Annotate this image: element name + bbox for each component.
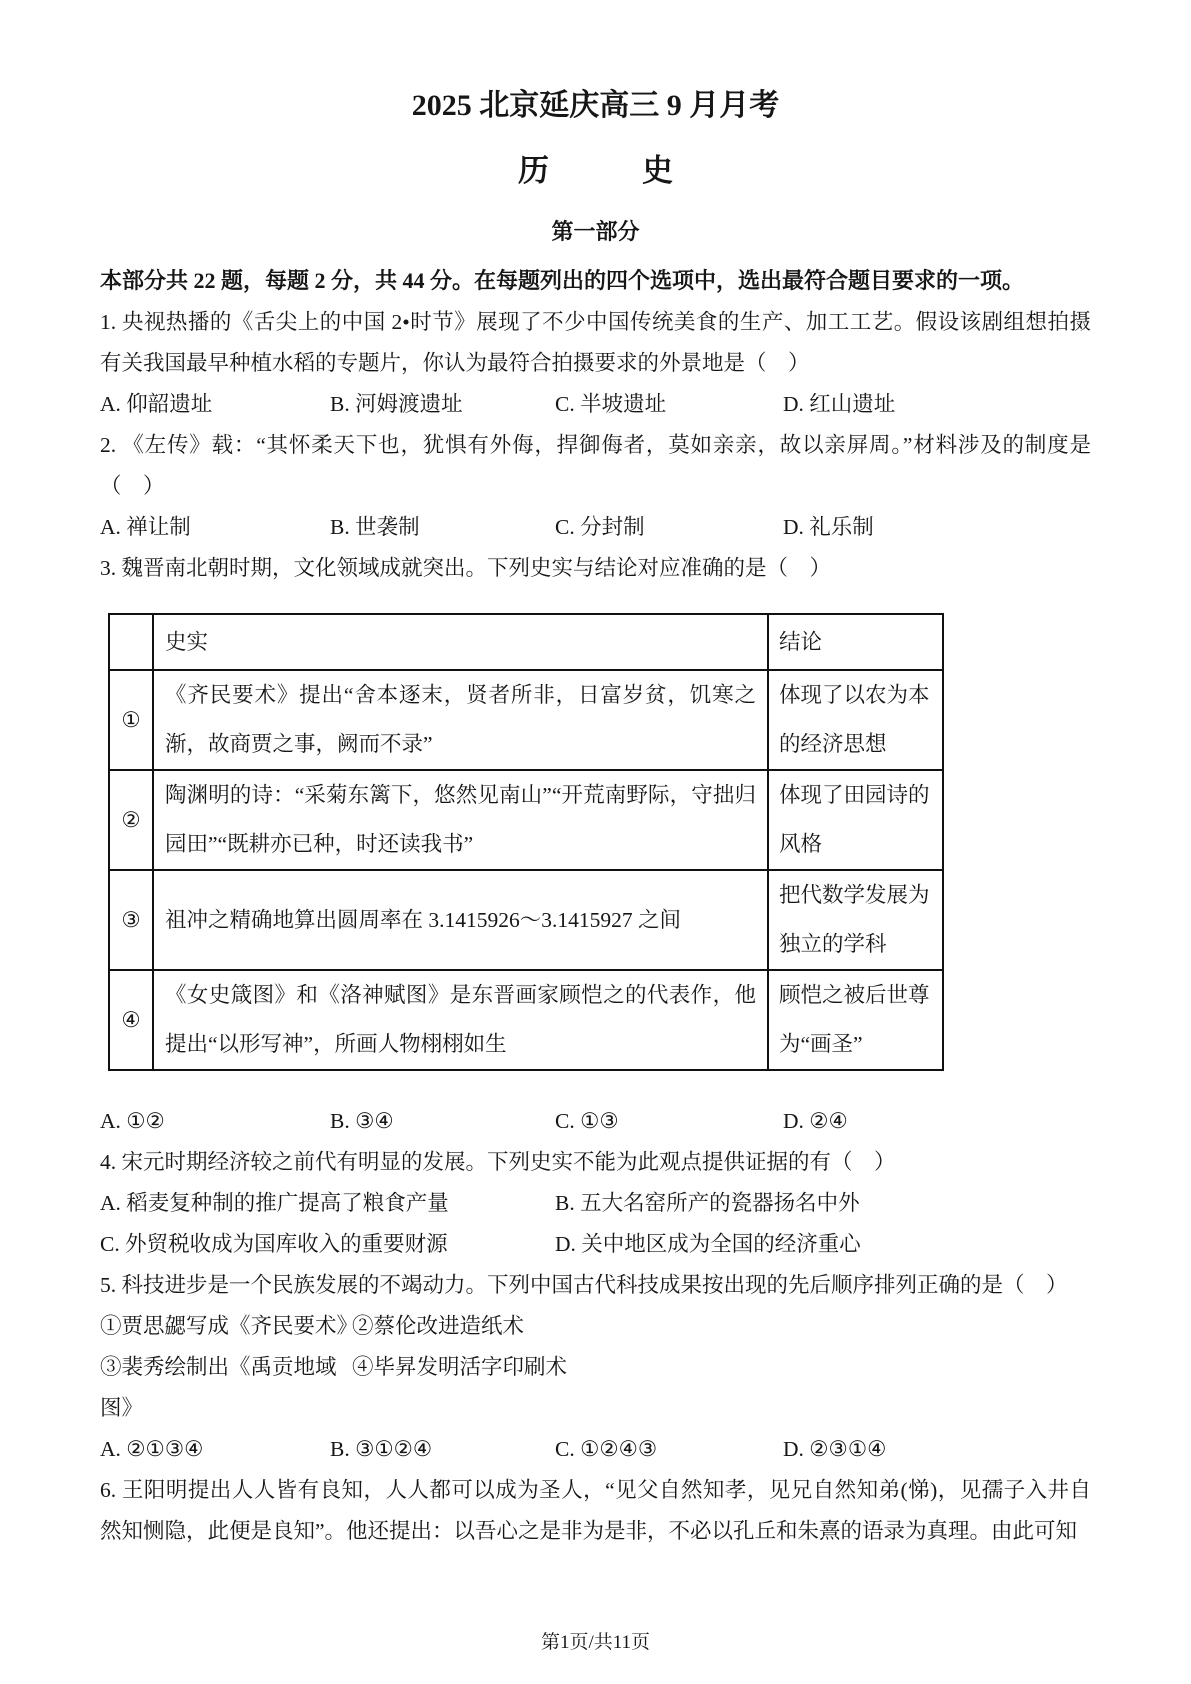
question-4-stem: 4. 宋元时期经济较之前代有明显的发展。下列史实不能为此观点提供证据的有（ ） xyxy=(100,1150,896,1174)
question-2 xyxy=(100,425,1091,548)
header-fact: 史实 xyxy=(153,614,768,670)
row-fact: 《齐民要术》提出“舍本逐末，贤者所非，日富岁贫，饥寒之渐，故商贾之事，阙而不录” xyxy=(153,670,768,770)
option-c: C. ①②④③ xyxy=(555,1437,658,1461)
question-4-options-row-1 xyxy=(100,1183,1091,1224)
question-3 xyxy=(100,548,1091,1142)
row-conclusion: 体现了田园诗的风格 xyxy=(768,770,943,870)
option-d: D. 礼乐制 xyxy=(783,515,874,539)
table-row xyxy=(109,670,943,770)
row-conclusion: 把代数学发展为独立的学科 xyxy=(768,870,943,970)
row-fact: 陶渊明的诗：“采菊东篱下，悠然见南山”“开荒南野际，守拙归园田”“既耕亦已种，时还读我书” xyxy=(153,770,768,870)
question-1-options xyxy=(100,384,1091,425)
item-2: ②蔡伦改进造纸术 xyxy=(352,1314,525,1338)
option-c: C. 半坡遗址 xyxy=(555,392,667,416)
question-2-stem: 2. 《左传》载：“其怀柔天下也，犹惧有外侮，捍御侮者，莫如亲亲，故以亲屏周。”材料涉及的制度是（ ） xyxy=(100,433,1091,498)
question-1 xyxy=(100,302,1091,425)
row-fact: 祖冲之精确地算出圆周率在 3.1415926～3.1415927 之间 xyxy=(153,870,768,970)
row-num: ② xyxy=(109,770,153,870)
row-conclusion: 体现了以农为本的经济思想 xyxy=(768,670,943,770)
option-b: B. ③①②④ xyxy=(330,1437,433,1461)
page-content xyxy=(0,86,1191,1552)
table-header-row xyxy=(109,614,943,670)
question-4 xyxy=(100,1142,1091,1265)
question-1-stem: 1. 央视热播的《舌尖上的中国 2•时节》展现了不少中国传统美食的生产、加工工艺。假设该剧组想拍摄有关我国最早种植水稻的专题片，你认为最符合拍摄要求的外景地是（ ） xyxy=(100,310,1091,375)
question-5-items-row-2 xyxy=(100,1347,1091,1429)
option-b: B. 河姆渡遗址 xyxy=(330,392,463,416)
questions-area xyxy=(100,302,1091,1552)
option-a: A. 禅让制 xyxy=(100,515,191,539)
table-row xyxy=(109,870,943,970)
question-5 xyxy=(100,1265,1091,1470)
question-2-options xyxy=(100,507,1091,548)
question-3-options xyxy=(100,1101,1091,1142)
item-1: ①贾思勰写成《齐民要术》 xyxy=(100,1314,359,1338)
question-4-options-row-2 xyxy=(100,1224,1091,1265)
option-b: B. 五大名窑所产的瓷器扬名中外 xyxy=(555,1191,860,1215)
question-3-stem: 3. 魏晋南北朝时期，文化领域成就突出。下列史实与结论对应准确的是（ ） xyxy=(100,556,832,580)
option-c: C. 分封制 xyxy=(555,515,645,539)
question-5-options xyxy=(100,1429,1091,1470)
row-conclusion: 顾恺之被后世尊为“画圣” xyxy=(768,970,943,1070)
row-fact: 《女史箴图》和《洛神赋图》是东晋画家顾恺之的代表作，他提出“以形写神”，所画人物栩栩如生 xyxy=(153,970,768,1070)
page-footer: 第1页/共11页 xyxy=(540,1632,651,1653)
section-heading: 第一部分 xyxy=(551,219,640,244)
item-3: ③裴秀绘制出《禹贡地域图》 xyxy=(100,1355,337,1420)
option-a: A. 仰韶遗址 xyxy=(100,392,213,416)
header-conclusion: 结论 xyxy=(768,614,943,670)
option-d: D. ②③①④ xyxy=(783,1437,887,1461)
option-a: A. 稻麦复种制的推广提高了粮食产量 xyxy=(100,1191,449,1215)
row-num: ③ xyxy=(109,870,153,970)
option-a: A. ②①③④ xyxy=(100,1437,204,1461)
exam-title: 2025 北京延庆高三 9 月月考 xyxy=(411,89,780,122)
question-5-items-row-1 xyxy=(100,1306,1091,1347)
item-4: ④毕昇发明活字印刷术 xyxy=(352,1355,568,1379)
option-c: C. 外贸税收成为国库收入的重要财源 xyxy=(100,1232,448,1256)
option-d: D. ②④ xyxy=(783,1109,848,1133)
option-b: B. 世袭制 xyxy=(330,515,420,539)
table-row xyxy=(109,970,943,1070)
option-d: D. 红山遗址 xyxy=(783,392,896,416)
table-row xyxy=(109,770,943,870)
question-5-stem: 5. 科技进步是一个民族发展的不竭动力。下列中国古代科技成果按出现的先后顺序排列正确的是（ ） xyxy=(100,1273,1068,1297)
header-num xyxy=(109,614,153,670)
option-b: B. ③④ xyxy=(330,1109,394,1133)
question-6-stem: 6. 王阳明提出人人皆有良知，人人都可以成为圣人，“见父自然知孝，见兄自然知弟(悌)，见孺子入井自然知恻隐，此便是良知”。他还提出：以吾心之是非为是非，不必以孔丘和朱熹的语录为真理。由此可知 xyxy=(100,1478,1091,1543)
option-a: A. ①② xyxy=(100,1109,165,1133)
exam-instructions: 本部分共 22 题，每题 2 分，共 44 分。在每题列出的四个选项中，选出最符合题目要求的一项。 xyxy=(100,268,1025,293)
fact-conclusion-table xyxy=(108,613,944,1071)
row-num: ④ xyxy=(109,970,153,1070)
option-c: C. ①③ xyxy=(555,1109,619,1133)
exam-subject: 历 史 xyxy=(518,153,673,188)
question-6 xyxy=(100,1470,1091,1552)
row-num: ① xyxy=(109,670,153,770)
option-d: D. 关中地区成为全国的经济重心 xyxy=(555,1232,861,1256)
